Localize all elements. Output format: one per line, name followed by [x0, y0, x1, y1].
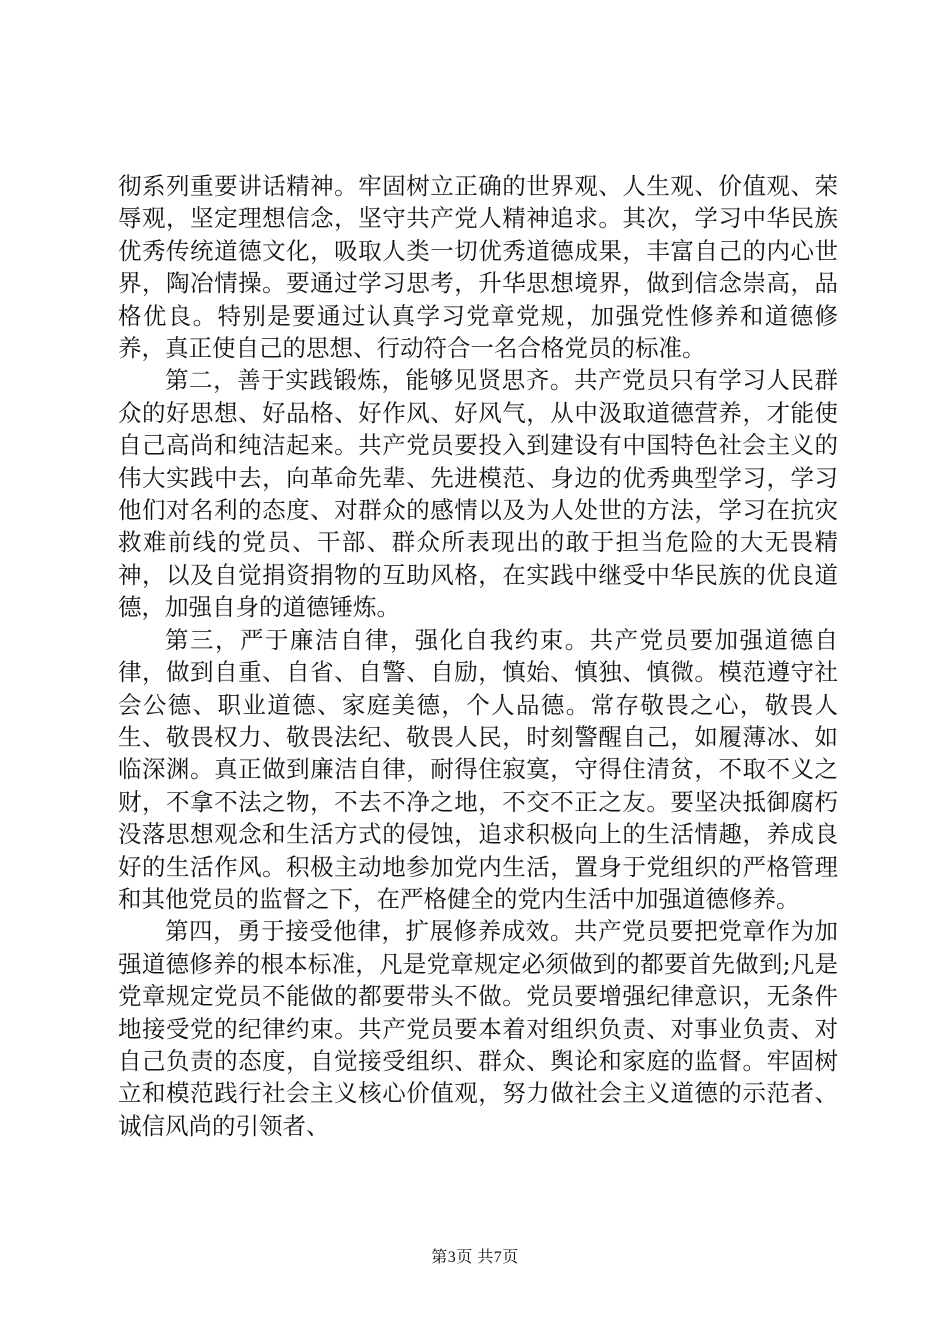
- paragraph-third-point: 第三，严于廉洁自律，强化自我约束。共产党员要加强道德自律，做到自重、自省、自警、自励，慎始、慎独、慎微。模范遵守社会公德、职业道德、家庭美德，个人品德。常存敬畏之心，敬畏人生、敬畏权力、敬畏法纪、敬畏人民，时刻警醒自己，如履薄冰、如临深渊。真正做到廉洁自律，耐得住寂寞，守得住清贫，不取不义之财，不拿不法之物，不去不净之地，不交不正之友。要坚决抵御腐朽没落思想观念和生活方式的侵蚀，追求积极向上的生活情趣，养成良好的生活作风。积极主动地参加党内生活，置身于党组织的严格管理和其他党员的监督之下，在严格健全的党内生活中加强道德修养。: [118, 625, 838, 913]
- paragraph-second-point: 第二，善于实践锻炼，能够见贤思齐。共产党员只有学习人民群众的好思想、好品格、好作风、好风气，从中汲取道德营养，才能使自己高尚和纯洁起来。共产党员要投入到建设有中国特色社会主义的伟大实践中去，向革命先辈、先进模范、身边的优秀典型学习，学习他们对名利的态度、对群众的感情以及为人处世的方法，学习在抗灾救难前线的党员、干部、群众所表现出的敢于担当危险的大无畏精神，以及自觉捐资捐物的互助风格，在实践中继受中华民族的优良道德，加强自身的道德锤炼。: [118, 366, 838, 622]
- document-body: [118, 170, 838, 1142]
- page-number-footer: 第3页 共7页: [431, 1249, 519, 1266]
- paragraph-fourth-point: 第四，勇于接受他律，扩展修养成效。共产党员要把党章作为加强道德修养的根本标准，凡是党章规定必须做到的都要首先做到;凡是党章规定党员不能做的都要带头不做。党员要增强纪律意识，无条件地接受党的纪律约束。共产党员要本着对组织负责、对事业负责、对自己负责的态度，自觉接受组织、群众、舆论和家庭的监督。牢固树立和模范践行社会主义核心价值观，努力做社会主义道德的示范者、诚信风尚的引领者、: [118, 917, 838, 1140]
- paragraph-continuation: 彻系列重要讲话精神。牢固树立正确的世界观、人生观、价值观、荣辱观，坚定理想信念，坚守共产党人精神追求。其次，学习中华民族优秀传统道德文化，吸取人类一切优秀道德成果，丰富自己的内心世界，陶冶情操。要通过学习思考，升华思想境界，做到信念崇高，品格优良。特别是要通过认真学习党章党规，加强党性修养和道德修养，真正使自己的思想、行动符合一名合格党员的标准。: [118, 172, 838, 363]
